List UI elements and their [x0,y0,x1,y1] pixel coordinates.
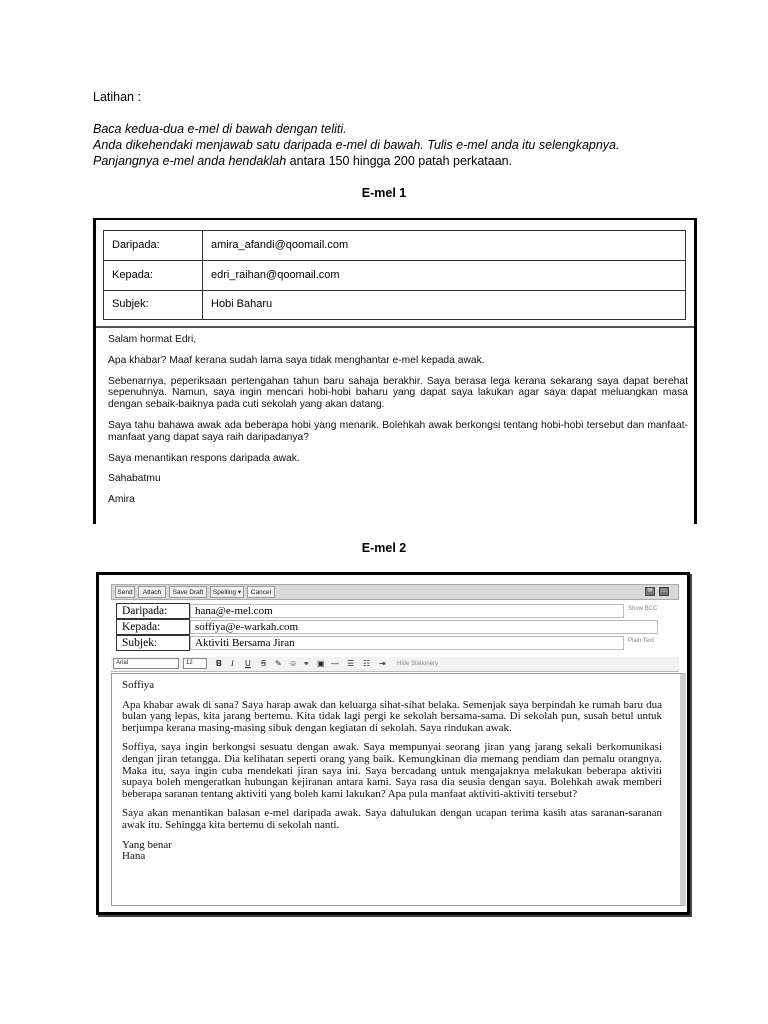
email2-subject-field[interactable]: Aktiviti Bersama Jiran [190,636,624,650]
instruction-line-2: Anda dikehendaki menjawab satu daripada e-mel di bawah. Tulis e-mel anda itu selengkapnya. [93,138,620,152]
numbered-list-icon[interactable]: ☷ [363,659,371,668]
email2-subject-label: Subjek: [116,635,190,651]
email2-from-row [111,603,679,619]
indent-icon[interactable]: ⇥ [379,659,386,668]
email1-subject-value: Hobi Baharu [211,298,273,310]
save-draft-button[interactable]: Save Draft [169,586,207,598]
exercise-title: Latihan : [93,90,141,104]
email1-paragraph-4: Saya menantikan respons daripada awak. [108,452,300,464]
email2-header-fields [111,603,679,653]
link-icon[interactable]: ⚭ [303,659,310,668]
email1-header-table [103,230,686,320]
email1-closing: Sahabatmu [108,473,161,485]
email1-greeting: Salam hormat Edri, [108,334,197,345]
spelling-button[interactable]: Spelling ▾ [210,586,244,598]
email1-from-value: amira_afandi@qoomail.com [211,239,349,251]
envelope-icon[interactable]: ✉ [645,587,655,596]
email1-subject-label: Subjek: [112,298,149,310]
email2-closing: Yang benar [122,838,172,851]
hide-stationery-link[interactable]: Hide Stationery [397,661,439,667]
email2-paragraph-3: Saya akan menantikan balasan e-mel daripada awak. Saya dahulukan dengan ucapan terima kasih atas saranan-saranan awak itu. Sehingga kita bertemu di sekolah nanti. [122,807,662,831]
email2-paragraph-1: Apa khabar awak di sana? Saya harap awak dan keluarga sihat-sihat belaka. Semenjak saya berpindah ke rumah baru dua bulan yang lepas, kita jarang bertemu. Kita tidak lagi pergi ke sekolah bersama-sama. Di sekolah pun, susah betul untuk berjumpa kerana masing-masing sibuk dengan kegiatan di sekolah. Saya rindukan awak. [122,698,662,734]
email2-sender-name: Hana [122,850,146,863]
window-icon[interactable]: ▭ [659,587,669,596]
email1-subject-row [104,290,685,319]
bold-icon[interactable]: B [216,659,222,668]
email1-heading: E-mel 1 [361,186,407,200]
font-size-select[interactable]: 12 [183,658,207,669]
send-button[interactable]: Send [115,586,135,598]
show-bcc-link[interactable]: Show BCC [628,606,658,612]
email2-to-row [111,619,679,635]
email2-greeting: Soffiya [122,679,155,691]
email2-to-label: Kepada: [116,619,190,635]
email2-heading: E-mel 2 [361,541,407,555]
font-color-icon[interactable]: Ꞩ [261,659,267,668]
email1-paragraph-3: Saya tahu bahawa awak ada beberapa hobi yang menarik. Bolehkah awak berkongsi tentang hobi-hobi tersebut dan manfaat-manfaat yang dapat saya raih daripadanya? [108,419,688,443]
email1-sender-name: Amira [108,494,135,506]
email2-compose-area[interactable] [111,673,686,906]
instruction-line-3 [93,152,512,170]
image-icon[interactable]: ▣ [317,659,325,668]
instruction-line-1: Baca kedua-dua e-mel di bawah dengan teliti. [93,122,347,136]
underline-icon[interactable]: U [245,659,251,668]
email2-panel [96,572,690,915]
email1-paragraph-1: Apa khabar? Maaf kerana sudah lama saya tidak menghantar e-mel kepada awak. [108,354,485,366]
email1-to-label: Kepada: [112,269,153,281]
italic-icon[interactable]: I [231,659,234,668]
email2-body [122,680,662,863]
bullet-list-icon[interactable]: ☰ [347,659,355,668]
email1-body [108,334,688,515]
horizontal-rule-icon[interactable]: — [331,659,339,668]
email1-panel [93,218,697,524]
email2-subject-row [111,635,679,651]
email1-to-value: edri_raihan@qoomail.com [211,269,340,281]
email2-format-toolbar [111,657,679,672]
instruction-line-3-italic: Panjangnya e-mel anda hendaklah [93,154,287,168]
font-family-select[interactable]: Arial [113,658,179,669]
email1-from-label: Daripada: [112,239,160,251]
highlight-icon[interactable]: ✎ [275,659,282,668]
plain-text-link[interactable]: Plain Text [628,638,654,644]
attach-button[interactable]: Attach [138,586,166,598]
email2-from-field[interactable]: hana@e-mel.com [190,604,624,618]
email1-paragraph-2: Sebenarnya, peperiksaan pertengahan tahun baru sahaja berakhir. Saya berasa lega kerana sekarang saya dapat berehat sepenuhnya. Namun, saya ingin mencari hobi-hobi baharu yang dapat saya lakukan agar saya dapat meluangkan masa dengan sebaik-baiknya pada cuti sekolah yang akan datang. [108,375,688,411]
cancel-button[interactable]: Cancel [247,586,275,598]
email1-from-row [104,231,685,261]
email2-to-field[interactable]: soffiya@e-warkah.com [190,620,658,634]
emoticon-icon[interactable]: ☺ [289,659,298,668]
email2-paragraph-2: Soffiya, saya ingin berkongsi sesuatu dengan awak. Saya mempunyai seorang jiran yang jarang sekali berkomunikasi dengan jiran tetangga. Dia kelihatan seperti orang yang baik. Kemungkinan dia memang pendiam dan pemalu orangnya. Maka itu, saya ingin cuba mendekati jiran saya ini. Saya bercadang untuk mengajaknya melakukan beberapa aktiviti supaya boleh mengeratkan hubungan kejiranan antara kami. Saya rasa dia seusia dengan saya. Bolehkah awak memberi beberapa saranan tentang aktiviti yang boleh kami lakukan? Apa pula manfaat aktiviti-aktiviti tersebut? [122,741,662,800]
instruction-line-3-normal: antara 150 hingga 200 patah perkataan. [286,154,513,168]
email1-to-row [104,261,685,291]
email2-from-label: Daripada: [116,603,190,619]
email2-toolbar [111,584,679,600]
